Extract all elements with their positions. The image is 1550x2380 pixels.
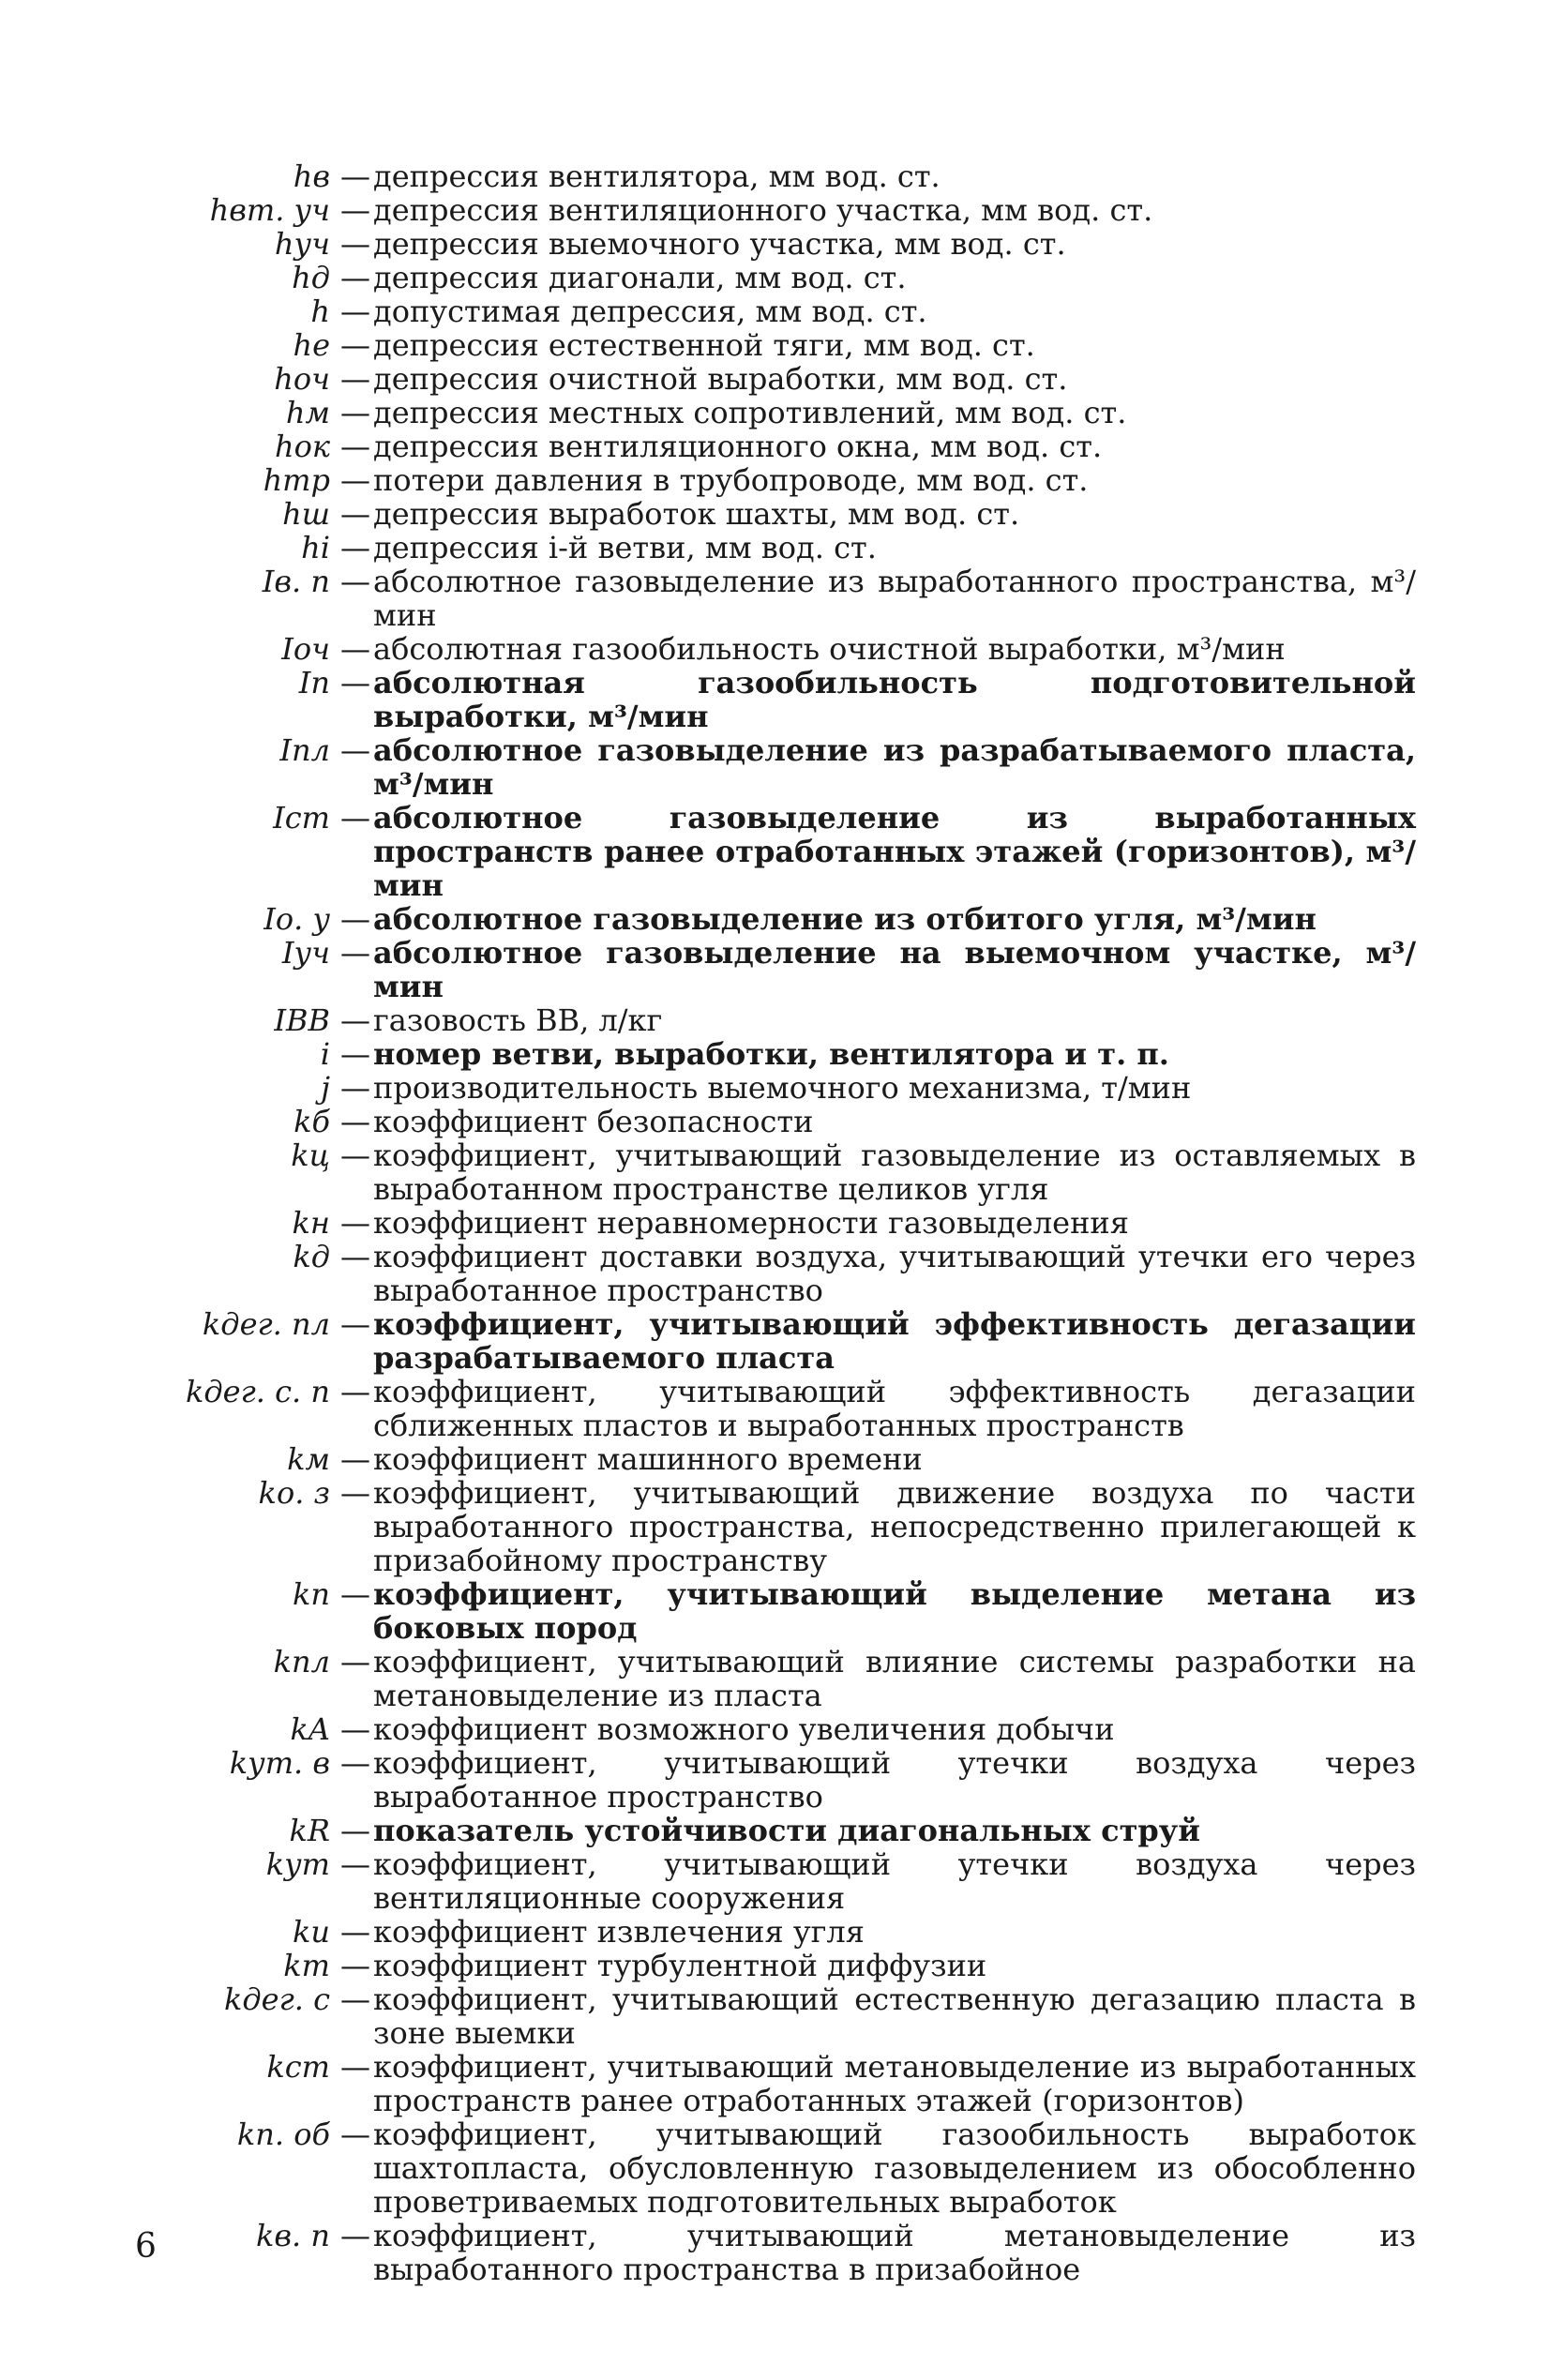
- symbol-legend: [131, 159, 1416, 2286]
- legend-entry: [131, 1746, 1416, 1814]
- legend-symbol: kдег. с. п: [186, 1374, 330, 1409]
- legend-symbol: i: [320, 1036, 330, 1072]
- legend-symbol: kц: [291, 1137, 330, 1173]
- legend-dash: —: [340, 2116, 370, 2152]
- legend-entry: [131, 362, 1416, 396]
- legend-definition: абсолютное газовыделение на выемочном участке, м³/мин: [373, 935, 1416, 1004]
- legend-definition: депрессия очистной выработки, мм вод. ст.: [373, 361, 1068, 397]
- legend-definition: коэффициент, учитывающий утечки воздуха через вентиляционные сооружения: [373, 1846, 1416, 1916]
- legend-entry: [131, 1577, 1416, 1645]
- legend-definition: депрессия i-й ветви, мм вод. ст.: [373, 530, 877, 565]
- legend-definition: абсолютное газовыделение из выработанного пространства, м³/мин: [373, 564, 1416, 633]
- legend-symbol: hд: [292, 260, 330, 295]
- page-number: 6: [135, 2227, 157, 2266]
- legend-definition: депрессия выемочного участка, мм вод. ст.: [373, 226, 1066, 262]
- legend-definition: депрессия вентиляционного окна, мм вод. ст.: [373, 429, 1103, 464]
- legend-entry: [131, 396, 1416, 429]
- legend-definition: коэффициент машинного времени: [373, 1441, 923, 1477]
- legend-dash: —: [340, 1745, 370, 1781]
- legend-dash: —: [340, 1441, 370, 1477]
- legend-dash: —: [340, 1036, 370, 1072]
- legend-definition: депрессия естественной тяги, мм вод. ст.: [373, 327, 1035, 363]
- legend-dash: —: [340, 631, 370, 667]
- legend-entry: [131, 1442, 1416, 1476]
- legend-definition: абсолютная газообильность подготовительной выработки, м³/мин: [373, 665, 1416, 734]
- legend-symbol: kо. з: [258, 1475, 330, 1511]
- legend-entry: [131, 328, 1416, 362]
- legend-symbol: hi: [301, 530, 330, 565]
- legend-dash: —: [340, 665, 370, 700]
- legend-entry: [131, 294, 1416, 328]
- legend-entry: [131, 1375, 1416, 1442]
- legend-dash: —: [340, 1711, 370, 1747]
- legend-dash: —: [340, 1002, 370, 1038]
- legend-entry: [131, 902, 1416, 936]
- legend-symbol: IВВ: [274, 1002, 330, 1038]
- legend-entry: [131, 429, 1416, 463]
- legend-definition: депрессия диагонали, мм вод. ст.: [373, 260, 907, 295]
- legend-definition: депрессия вентиляционного участка, мм вод. ст.: [373, 192, 1153, 228]
- legend-entry: [131, 463, 1416, 497]
- legend-definition: показатель устойчивости диагональных струй: [373, 1813, 1200, 1848]
- legend-symbol: kпл: [273, 1644, 330, 1680]
- legend-definition: коэффициент турбулентной диффузии: [373, 1948, 987, 1983]
- legend-symbol: hоч: [274, 361, 330, 397]
- legend-dash: —: [340, 496, 370, 532]
- legend-entry: [131, 1645, 1416, 1712]
- legend-dash: —: [340, 564, 370, 599]
- legend-symbol: kA: [290, 1711, 330, 1747]
- legend-dash: —: [340, 1374, 370, 1409]
- legend-entry: [131, 1206, 1416, 1240]
- legend-dash: —: [340, 1813, 370, 1848]
- legend-symbol: kдег. с: [223, 1981, 330, 2017]
- legend-symbol: hш: [282, 496, 330, 532]
- legend-dash: —: [340, 2049, 370, 2085]
- legend-definition: производительность выемочного механизма, т/мин: [373, 1070, 1192, 1106]
- legend-dash: —: [340, 1914, 370, 1950]
- legend-definition: коэффициент извлечения угля: [373, 1914, 865, 1950]
- legend-definition: депрессия выработок шахты, мм вод. ст.: [373, 496, 1020, 532]
- legend-entry: [131, 1712, 1416, 1746]
- legend-symbol: kут. в: [229, 1745, 330, 1781]
- legend-dash: —: [340, 1981, 370, 2017]
- legend-symbol: hв: [293, 158, 330, 194]
- legend-entry: [131, 1814, 1416, 1847]
- legend-symbol: Iо. у: [263, 901, 330, 937]
- legend-entry: [131, 1982, 1416, 2050]
- legend-symbol: hтр: [263, 462, 330, 498]
- legend-entry: [131, 666, 1416, 733]
- legend-entry: [131, 801, 1416, 902]
- legend-definition: допустимая депрессия, мм вод. ст.: [373, 294, 927, 329]
- legend-symbol: Iп: [298, 665, 330, 700]
- legend-symbol: kд: [293, 1239, 330, 1274]
- legend-definition: коэффициент, учитывающий выделение метана из боковых пород: [373, 1576, 1416, 1646]
- legend-entry: [131, 159, 1416, 193]
- legend-symbol: kR: [289, 1813, 330, 1848]
- legend-symbol: h: [310, 294, 330, 329]
- legend-definition: абсолютное газовыделение из разрабатываемого пласта, м³/мин: [373, 732, 1416, 802]
- legend-symbol: kт: [283, 1948, 330, 1983]
- legend-entry: [131, 936, 1416, 1003]
- legend-entry: [131, 1138, 1416, 1206]
- legend-entry: [131, 531, 1416, 565]
- legend-definition: коэффициент, учитывающий газовыделение из оставляемых в выработанном пространстве целиков угля: [373, 1137, 1416, 1207]
- legend-dash: —: [340, 361, 370, 397]
- legend-definition: потери давления в трубопроводе, мм вод. ст.: [373, 462, 1089, 498]
- legend-definition: коэффициент неравномерности газовыделения: [373, 1205, 1129, 1241]
- legend-dash: —: [340, 1306, 370, 1342]
- legend-definition: коэффициент, учитывающий естественную дегазацию пласта в зоне выемки: [373, 1981, 1416, 2051]
- legend-definition: коэффициент, учитывающий движение воздуха по части выработанного пространства, непосредственно прилегающей к призабойному пространству: [373, 1475, 1416, 1578]
- legend-symbol: Iв. п: [262, 564, 330, 599]
- legend-dash: —: [340, 429, 370, 464]
- legend-entry: [131, 1037, 1416, 1071]
- legend-entry: [131, 227, 1416, 261]
- legend-entry: [131, 193, 1416, 227]
- legend-definition: коэффициент безопасности: [373, 1104, 814, 1139]
- legend-definition: коэффициент возможного увеличения добычи: [373, 1711, 1115, 1747]
- legend-dash: —: [340, 1205, 370, 1241]
- legend-dash: —: [340, 1475, 370, 1511]
- legend-definition: коэффициент, учитывающий метановыделение из выработанных пространств ранее отработанных этажей (горизонтов): [373, 2049, 1416, 2118]
- legend-definition: абсолютная газообильность очистной выработки, м³/мин: [373, 631, 1286, 667]
- legend-symbol: kп. об: [236, 2116, 330, 2152]
- legend-definition: коэффициент, учитывающий эффективность дегазации разрабатываемого пласта: [373, 1306, 1416, 1376]
- legend-dash: —: [340, 260, 370, 295]
- legend-symbol: hм: [285, 395, 330, 430]
- legend-entry: [131, 1105, 1416, 1138]
- legend-symbol: kст: [266, 2049, 330, 2085]
- legend-definition: абсолютное газовыделение из отбитого угля, м³/мин: [373, 901, 1317, 937]
- legend-dash: —: [340, 530, 370, 565]
- legend-symbol: Iпл: [279, 732, 330, 768]
- legend-entry: [131, 1915, 1416, 1949]
- legend-dash: —: [340, 327, 370, 363]
- legend-dash: —: [340, 1576, 370, 1612]
- legend-entry: [131, 733, 1416, 801]
- legend-entry: [131, 261, 1416, 294]
- legend-definition: коэффициент, учитывающий утечки воздуха через выработанное пространство: [373, 1745, 1416, 1815]
- legend-entry: [131, 565, 1416, 632]
- legend-entry: [131, 497, 1416, 531]
- legend-symbol: j: [321, 1070, 330, 1106]
- legend-dash: —: [340, 1070, 370, 1106]
- legend-definition: коэффициент, учитывающий эффективность дегазации сближенных пластов и выработанных пространств: [373, 1374, 1416, 1443]
- legend-symbol: kп: [293, 1576, 330, 1612]
- legend-dash: —: [340, 732, 370, 768]
- legend-definition: абсолютное газовыделение из выработанных пространств ранее отработанных этажей (горизонтов), м³/мин: [373, 800, 1416, 903]
- legend-symbol: kут: [265, 1846, 330, 1882]
- legend-entry: [131, 2219, 1416, 2286]
- legend-dash: —: [340, 1104, 370, 1139]
- legend-definition: депрессия вентилятора, мм вод. ст.: [373, 158, 941, 194]
- legend-symbol: Iуч: [281, 935, 330, 971]
- legend-symbol: kн: [292, 1205, 330, 1241]
- legend-entry: [131, 1949, 1416, 1982]
- legend-entry: [131, 2117, 1416, 2219]
- legend-dash: —: [340, 395, 370, 430]
- legend-definition: коэффициент, учитывающий метановыделение из выработанного пространства в призабойное: [373, 2218, 1416, 2287]
- legend-dash: —: [340, 935, 370, 971]
- legend-definition: коэффициент, учитывающий газообильность выработок шахтопласта, обусловленную газовыделением из обособленно проветриваемых подготовительных выработок: [373, 2116, 1416, 2220]
- legend-dash: —: [340, 1239, 370, 1274]
- legend-dash: —: [340, 192, 370, 228]
- legend-dash: —: [340, 1846, 370, 1882]
- legend-dash: —: [340, 158, 370, 194]
- legend-entry: [131, 1307, 1416, 1375]
- legend-definition: коэффициент доставки воздуха, учитывающий утечки его через выработанное пространство: [373, 1239, 1416, 1308]
- legend-entry: [131, 1476, 1416, 1577]
- legend-dash: —: [340, 226, 370, 262]
- legend-symbol: hуч: [274, 226, 330, 262]
- legend-symbol: Iоч: [281, 631, 330, 667]
- legend-dash: —: [340, 1137, 370, 1173]
- legend-dash: —: [340, 901, 370, 937]
- legend-symbol: kм: [287, 1441, 330, 1477]
- legend-definition: коэффициент, учитывающий влияние системы разработки на метановыделение из пласта: [373, 1644, 1416, 1713]
- legend-symbol: hвт. уч: [209, 192, 330, 228]
- legend-entry: [131, 2050, 1416, 2117]
- legend-entry: [131, 1240, 1416, 1307]
- legend-dash: —: [340, 294, 370, 329]
- legend-dash: —: [340, 2218, 370, 2253]
- legend-symbol: kб: [293, 1104, 330, 1139]
- legend-entry: [131, 1847, 1416, 1915]
- legend-symbol: hок: [275, 429, 330, 464]
- legend-symbol: kдег. пл: [202, 1306, 330, 1342]
- legend-symbol: kв. п: [256, 2218, 330, 2253]
- legend-dash: —: [340, 1948, 370, 1983]
- legend-entry: [131, 1003, 1416, 1037]
- legend-definition: газовость ВВ, л/кг: [373, 1002, 663, 1038]
- legend-symbol: Iст: [273, 800, 330, 836]
- legend-entry: [131, 1071, 1416, 1105]
- legend-dash: —: [340, 462, 370, 498]
- legend-symbol: hе: [293, 327, 330, 363]
- legend-definition: номер ветви, выработки, вентилятора и т. п.: [373, 1036, 1169, 1072]
- legend-dash: —: [340, 800, 370, 836]
- legend-symbol: kи: [293, 1914, 330, 1950]
- legend-entry: [131, 632, 1416, 666]
- legend-definition: депрессия местных сопротивлений, мм вод. ст.: [373, 395, 1127, 430]
- legend-dash: —: [340, 1644, 370, 1680]
